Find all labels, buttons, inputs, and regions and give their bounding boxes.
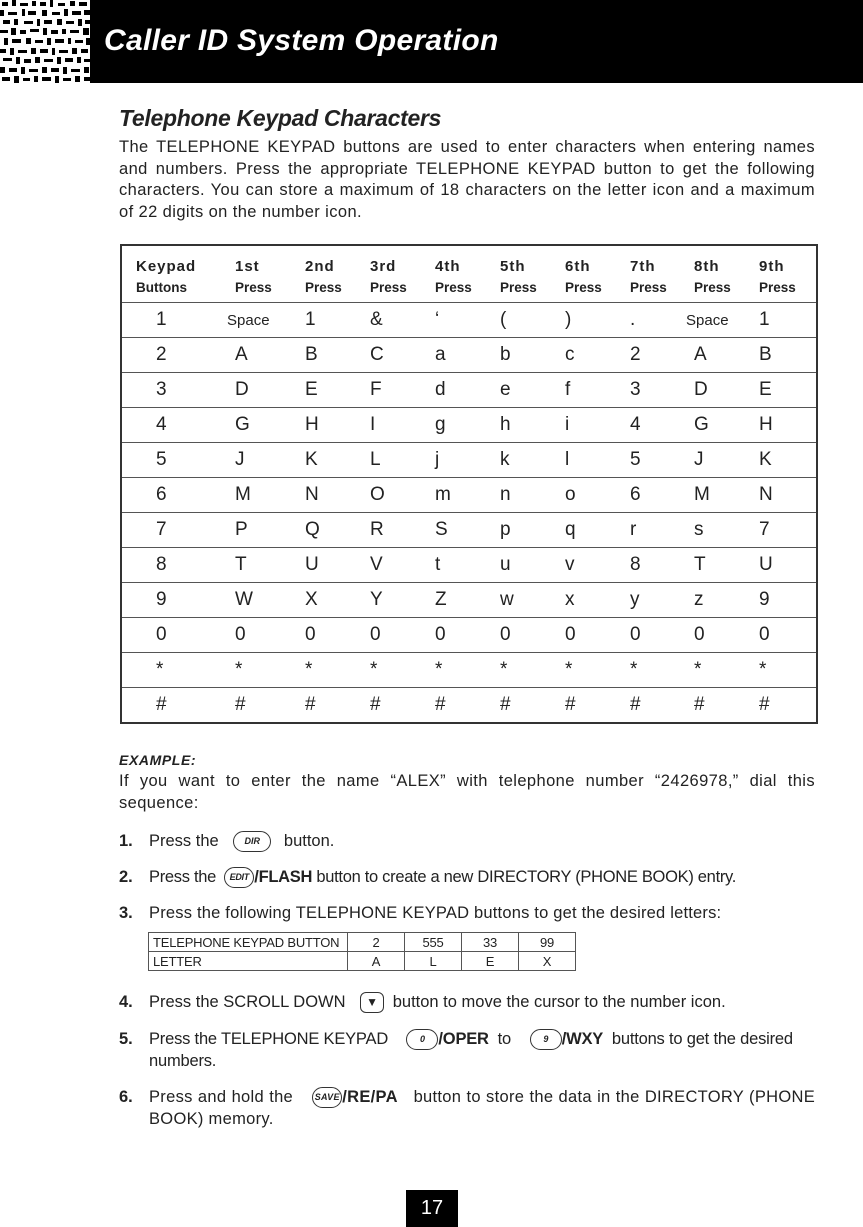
column-header-label: 9th [759,258,785,275]
step-text: buttons to get the desired numbers. [149,1030,793,1071]
keypad-button-cell: 7 [121,513,223,548]
character-cell: G [223,408,293,443]
character-cell: J [682,443,747,478]
character-cell: * [358,653,423,688]
character-cell: 0 [423,618,488,653]
character-cell: 0 [682,618,747,653]
character-cell: v [553,548,618,583]
column-header [618,245,682,303]
column-header-sublabel: Press [235,280,272,295]
character-cell: G [682,408,747,443]
character-cell: D [223,373,293,408]
table-cell: X [519,952,576,971]
character-cell: # [630,694,641,715]
character-cell: k [488,443,553,478]
character-cell: * [293,653,358,688]
character-cell: C [358,338,423,373]
character-cell: * [223,653,293,688]
table-cell: 33 [462,933,519,952]
character-cell: U [747,548,817,583]
keypad-button-cell: 3 [121,373,223,408]
character-cell: 2 [618,338,682,373]
step-text: Press the [149,868,216,886]
step-number: 6. [119,1088,133,1106]
character-cell: ( [488,303,553,338]
table-row [121,513,817,548]
character-cell: M [223,478,293,513]
table-row [121,303,817,338]
character-cell: V [358,548,423,583]
character-cell: 7 [747,513,817,548]
character-cell: m [423,478,488,513]
column-header [121,245,223,303]
column-header-label: 5th [500,258,526,275]
row-label: TELEPHONE KEYPAD BUTTON [149,933,348,952]
column-header-sublabel: Buttons [136,280,187,295]
character-cell: * [618,653,682,688]
column-header [553,245,618,303]
table-row [121,478,817,513]
step-text: to [497,1030,511,1048]
column-header-sublabel: Press [500,280,537,295]
character-cell: s [682,513,747,548]
dir-key-icon: DIR [233,831,271,852]
character-cell: 0 [358,618,423,653]
character-cell: 0 [747,618,817,653]
column-header [747,245,817,303]
character-cell: g [423,408,488,443]
step-number: 3. [119,904,133,922]
character-cell: q [553,513,618,548]
column-header-sublabel: Press [759,280,796,295]
character-cell: j [423,443,488,478]
character-cell: B [747,338,817,373]
character-cell: 0 [223,618,293,653]
character-cell: I [358,408,423,443]
example-letters-table [148,932,576,971]
keypad-button-cell: 9 [121,583,223,618]
character-cell: P [223,513,293,548]
row-label: LETTER [149,952,348,971]
table-row [121,373,817,408]
column-header-label: 4th [435,258,461,275]
character-cell: Q [293,513,358,548]
character-cell: E [293,373,358,408]
character-cell: # [435,694,446,715]
column-header-sublabel: Press [370,280,407,295]
character-cell: h [488,408,553,443]
character-cell: 1 [747,303,817,338]
step-text: button to move the cursor to the number icon. [392,993,726,1011]
character-cell: l [553,443,618,478]
wxy-label: /WXY [561,1030,604,1048]
character-cell: X [293,583,358,618]
character-cell: t [423,548,488,583]
character-cell: N [747,478,817,513]
edit-key-icon: EDIT [224,867,254,888]
page-number: 17 [406,1190,458,1227]
letter-row [149,952,576,971]
character-cell: w [488,583,553,618]
intro-paragraph: The TELEPHONE KEYPAD buttons are used to enter characters when entering names and numbers. Press the appropriate TELEPHONE KEYPAD button to get the following characters. You can store a maximum of 18 characters on the letter icon and a maximum of 22 digits on the number icon. [119,138,815,221]
step-number: 2. [119,868,133,886]
table-cell: E [462,952,519,971]
character-cell: c [553,338,618,373]
character-cell: o [553,478,618,513]
character-cell: E [747,373,817,408]
character-cell: K [747,443,817,478]
keypad-button-cell: # [156,694,167,715]
character-cell: R [358,513,423,548]
step-text: button to create a new DIRECTORY (PHONE BOOK) entry. [316,868,737,886]
keypad-button-cell: 6 [121,478,223,513]
character-cell: r [618,513,682,548]
character-cell: Space [223,303,293,338]
step-text: Press the [149,832,219,850]
character-cell: A [223,338,293,373]
column-header-label: 8th [694,258,720,275]
character-cell: i [553,408,618,443]
column-header-label: 6th [565,258,591,275]
character-cell: z [682,583,747,618]
character-cell: y [618,583,682,618]
character-cell: ‘ [423,303,488,338]
oper-label: /OPER [438,1030,489,1048]
header-pattern-graphic [0,0,90,83]
character-cell: # [694,694,705,715]
column-header-label: 1st [235,258,260,275]
table-row [121,583,817,618]
section-title: Telephone Keypad Characters [119,105,442,131]
table-row [121,443,817,478]
character-cell: 4 [618,408,682,443]
step-text: Press the SCROLL DOWN [149,993,346,1011]
table-row [121,408,817,443]
character-cell: u [488,548,553,583]
column-header-sublabel: Press [435,280,472,295]
character-cell: 8 [618,548,682,583]
character-cell: 3 [618,373,682,408]
column-header [223,245,293,303]
character-cell: * [553,653,618,688]
keypad-button-cell: * [121,653,223,688]
character-cell: * [682,653,747,688]
step-number: 5. [119,1030,133,1048]
table-row [121,618,817,653]
step-text: Press the following TELEPHONE KEYPAD buttons to get the desired letters: [149,904,722,922]
character-cell: S [423,513,488,548]
character-cell: # [370,694,381,715]
zero-key-icon: 0 [406,1029,438,1050]
character-cell: 9 [747,583,817,618]
table-row [121,338,817,373]
character-cell: n [488,478,553,513]
character-cell: . [618,303,682,338]
scroll-down-key-icon: ▼ [360,992,384,1013]
column-header-sublabel: Press [694,280,731,295]
character-cell: 0 [618,618,682,653]
character-cell: O [358,478,423,513]
keypad-characters-table [120,244,818,724]
character-cell: # [305,694,316,715]
character-cell: A [682,338,747,373]
step-text: Press and hold the [149,1088,294,1106]
table-cell: A [348,952,405,971]
character-cell: a [423,338,488,373]
character-cell: Y [358,583,423,618]
column-header [488,245,553,303]
character-cell: Space [682,303,747,338]
keypad-button-cell: 1 [121,303,223,338]
character-cell: p [488,513,553,548]
character-cell: 0 [488,618,553,653]
character-cell: H [293,408,358,443]
character-cell: M [682,478,747,513]
keypad-button-cell: 2 [121,338,223,373]
column-header-label: 3rd [370,258,397,275]
column-header-sublabel: Press [630,280,667,295]
character-cell: & [358,303,423,338]
table-cell: 555 [405,933,462,952]
character-cell: e [488,373,553,408]
column-header [293,245,358,303]
character-cell: T [682,548,747,583]
character-cell: d [423,373,488,408]
column-header-sublabel: Press [305,280,342,295]
step-text: button to store the data in the DIRECTORY (PHONE BOOK) memory. [149,1088,815,1129]
character-cell: x [553,583,618,618]
flash-label: /FLASH [254,868,313,886]
character-cell: K [293,443,358,478]
keypad-button-cell: 4 [121,408,223,443]
keypad-button-cell: 0 [121,618,223,653]
table-row [121,688,817,724]
character-cell: T [223,548,293,583]
character-cell: F [358,373,423,408]
step-number: 4. [119,993,133,1011]
character-cell: Z [423,583,488,618]
character-cell: B [293,338,358,373]
character-cell: 0 [553,618,618,653]
character-cell: # [759,694,770,715]
column-header [358,245,423,303]
character-cell: b [488,338,553,373]
column-header-label: Keypad [136,258,197,275]
character-cell: # [565,694,576,715]
table-row [121,548,817,583]
re-pa-label: /RE/PA [342,1088,398,1106]
keypad-button-row [149,933,576,952]
character-cell: W [223,583,293,618]
page-header [0,0,863,83]
character-cell: 1 [293,303,358,338]
table-row [121,653,817,688]
save-key-icon: SAVE [312,1087,342,1108]
column-header [423,245,488,303]
character-cell: J [223,443,293,478]
keypad-button-cell: 5 [121,443,223,478]
character-cell: ) [553,303,618,338]
character-cell: * [488,653,553,688]
step-number: 1. [119,832,133,850]
character-cell: * [423,653,488,688]
keypad-button-cell: 8 [121,548,223,583]
step-text: button. [283,832,335,850]
character-cell: 0 [293,618,358,653]
character-cell: L [358,443,423,478]
character-cell: * [747,653,817,688]
column-header-label: 2nd [305,258,335,275]
step-text: Press the TELEPHONE KEYPAD [149,1030,389,1048]
column-header-label: 7th [630,258,656,275]
keypad-table-header-row [121,245,817,303]
example-label: EXAMPLE: [119,752,197,768]
keypad-table-body [121,303,817,724]
character-cell: N [293,478,358,513]
character-cell: D [682,373,747,408]
character-cell: f [553,373,618,408]
character-cell: 5 [618,443,682,478]
example-text: If you want to enter the name “ALEX” with telephone number “2426978,” dial this sequence: [119,772,815,812]
header-title: Caller ID System Operation [104,24,499,57]
table-cell: 2 [348,933,405,952]
character-cell: H [747,408,817,443]
character-cell: 6 [618,478,682,513]
table-cell: L [405,952,462,971]
character-cell: # [235,694,246,715]
column-header [682,245,747,303]
table-cell: 99 [519,933,576,952]
character-cell: U [293,548,358,583]
character-cell: # [500,694,511,715]
column-header-sublabel: Press [565,280,602,295]
nine-key-icon: 9 [530,1029,562,1050]
